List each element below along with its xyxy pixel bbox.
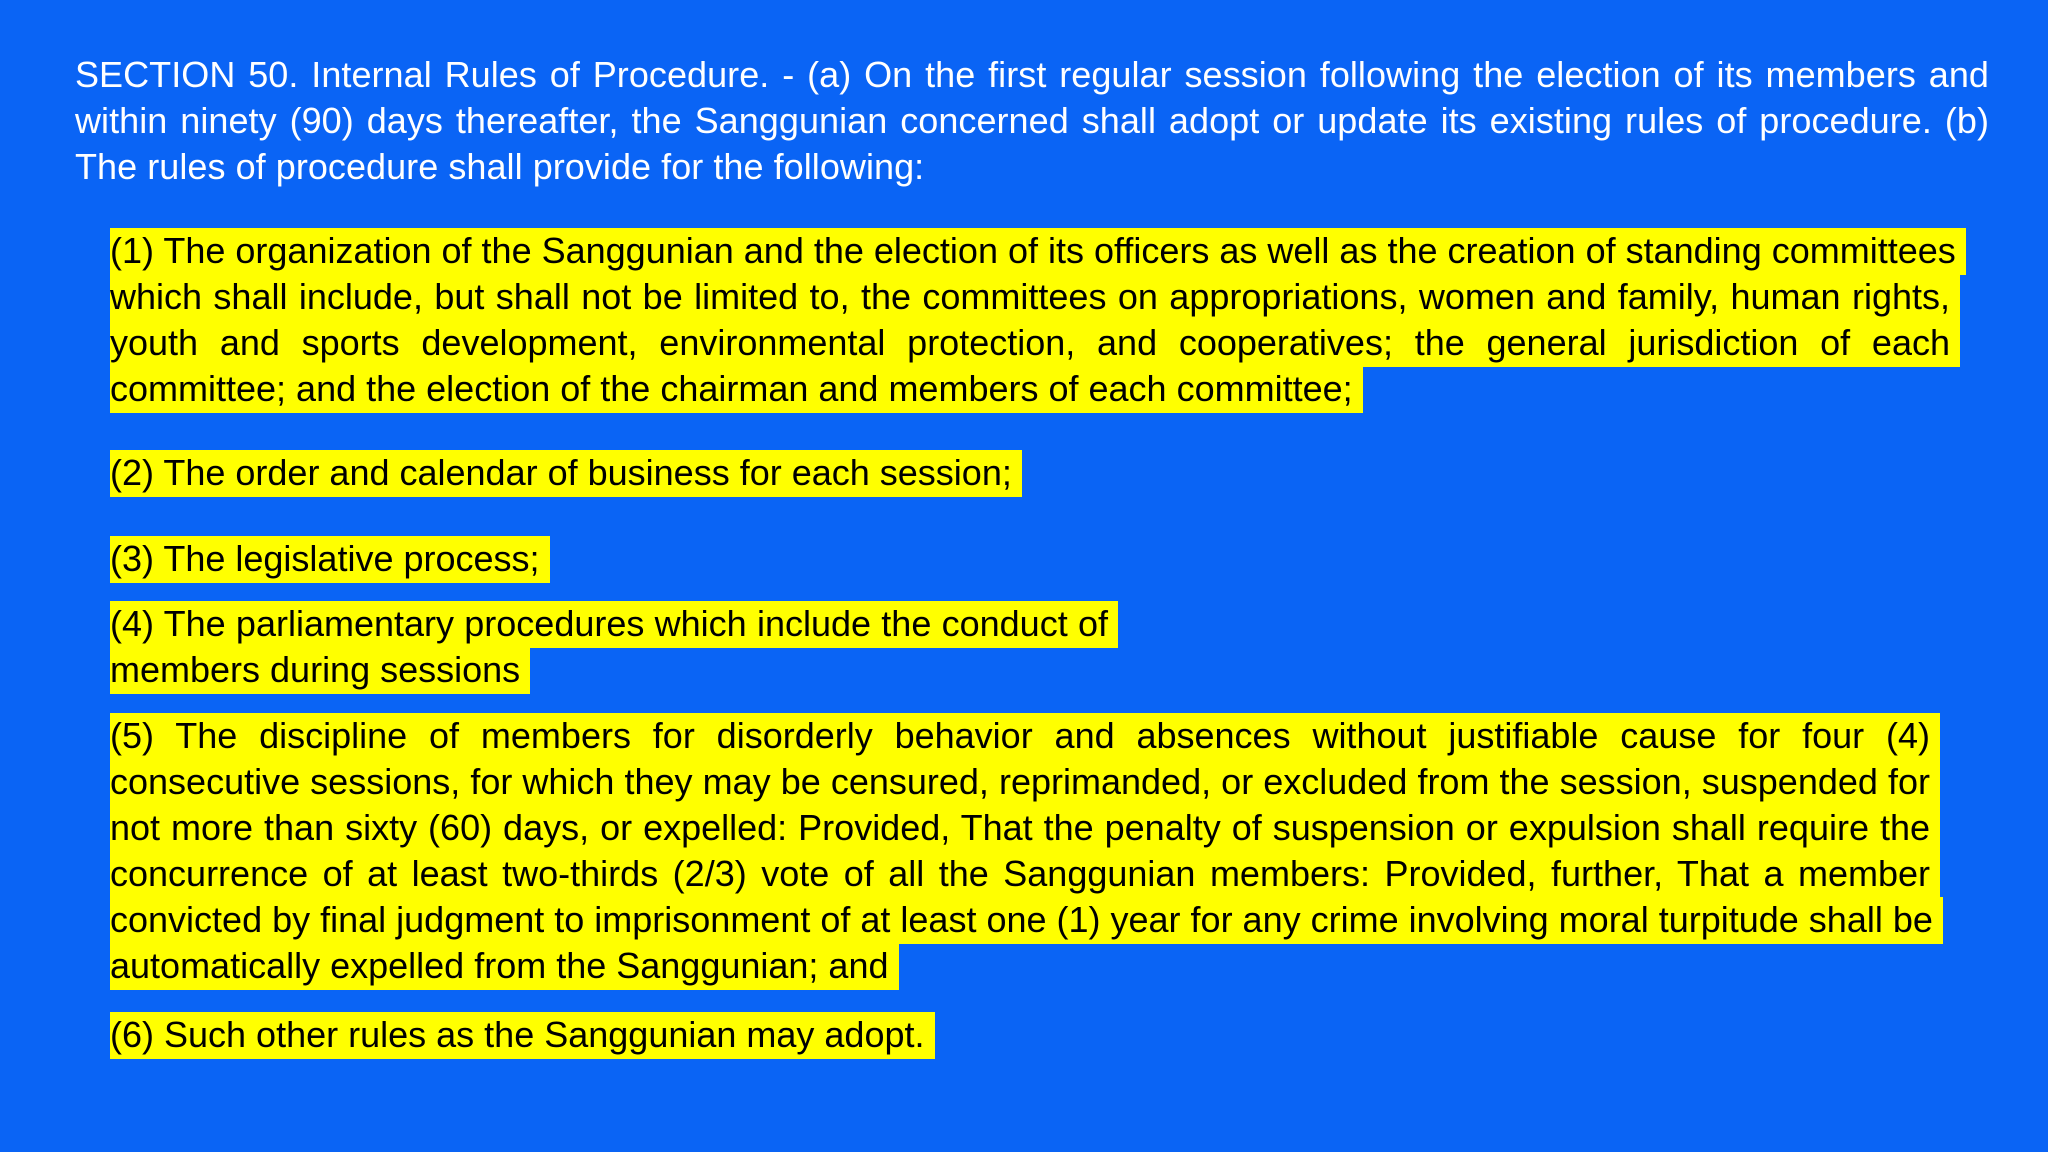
section-intro-paragraph: SECTION 50. Internal Rules of Procedure. - (a) On the first regular session following the election of its members and within ninety (90) days thereafter, the Sanggunian concerned shall adopt or update its existing rules of procedure. (b) The rules of procedure shall provide for the following: <box>75 54 1989 187</box>
rule-item-2 <box>110 450 1960 496</box>
rule-item-3 <box>110 536 1960 582</box>
rule-item-5 <box>110 713 1940 989</box>
rule-item-4 <box>110 601 1118 693</box>
rule-item-1-text: (1) The organization of the Sanggunian and the election of its officers as well as the creation of standing committees which shall include, but shall not be limited to, the committees on appropriations, women and family, human rights, youth and sports development, environmental protection, and cooperatives; the general jurisdiction of each committee; and the election of the chairman and members of each committee; <box>110 228 1966 413</box>
rule-item-5-text: (5) The discipline of members for disorderly behavior and absences without justifiable cause for four (4) consecutive sessions, for which they may be censured, reprimanded, or excluded from the session, suspended for not more than sixty (60) days, or expelled: Provided, That the penalty of suspension or expulsion shall require the concurrence of at least two-thirds (2/3) vote of all the Sanggunian members: Provided, further, That a member convicted by final judgment to imprisonment of at least one (1) year for any crime involving moral turpitude shall be automatically expelled from the Sanggunian; and <box>110 713 1943 990</box>
rule-item-1 <box>110 228 1960 412</box>
rule-item-3-text: (3) The legislative process; <box>110 536 550 583</box>
rule-item-2-text: (2) The order and calendar of business for each session; <box>110 450 1022 497</box>
rule-item-6 <box>110 1012 1960 1058</box>
rule-item-6-text: (6) Such other rules as the Sanggunian may adopt. <box>110 1012 935 1059</box>
rule-item-4-text: (4) The parliamentary procedures which include the conduct of members during sessions <box>110 601 1118 694</box>
